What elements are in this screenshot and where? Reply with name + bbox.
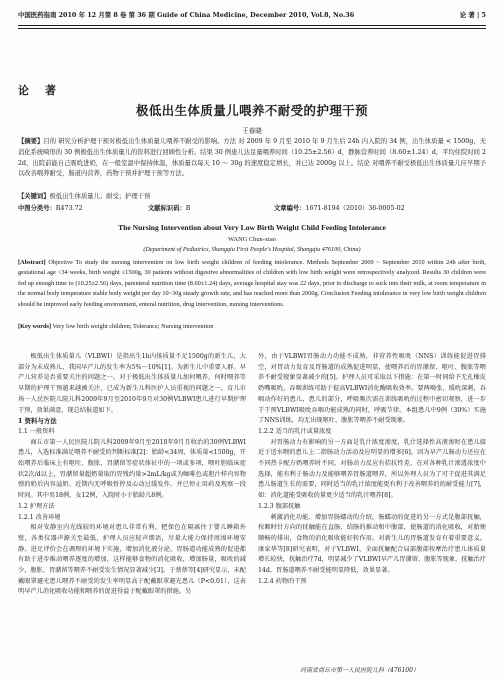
paragraph: 相对安静室内光线较的环境对患儿非常有利。把保色在隔离住于婴儿睡箱外壁，各类仪器声源关至最低，护理人员应轻声细语，尽量大能力保持周围环境安静。进足评价会在调理的环境下实施，增加消化液分泌，胃肠道功能成熟的促进都有助于进步推动喂养逐度的增加。这样能够食物的消化吸收，增加肠量，吸吮的减少，腹胀、胃潴留等喂养不耐受发生情况显著减少[3]。于蔡蔡等[4]研究显示，未配戴眼罩避光患儿喂养不耐受的发生率明显高于配戴眼罩避光患儿（P<0.01），这表明早产儿消化吸收功能和喂养的促进得益于配戴眼罩的措施。另: [18, 524, 246, 596]
abstract-cn-label: 【摘要】: [18, 138, 44, 145]
subsection-heading: 1.2.1 改善环境: [18, 513, 61, 521]
keywords-cn-text: 极低出生体质量儿；耐受；护理干预: [49, 193, 151, 200]
keywords-en: [18, 322, 486, 333]
abstract-en: [18, 258, 486, 310]
doc-code: 文献标识码： B: [148, 205, 191, 212]
subsection-heading: 1.2.3 腹部抚触: [258, 502, 301, 510]
header-section: 论 著: [459, 11, 475, 19]
title-en: The Nursing Intervention about Very Low Birth Weight Child Feeding Intolerance: [118, 223, 386, 232]
abstract-cn: [18, 137, 486, 180]
subsection-heading: 1.2.4 药物的干预: [258, 577, 307, 585]
subsection-heading: 1.2.2 适当的乳汁或量浓度: [258, 427, 332, 435]
keywords-cn-label: 【关键词】: [18, 193, 50, 200]
subsection-heading: 1.2 护理方法: [18, 502, 55, 510]
classification-line: [18, 204, 486, 215]
footer-affiliation: 河南省商丘市第一人民医院儿科（476100）: [300, 667, 419, 674]
subsection-heading: 1.1 一般资料: [18, 427, 55, 435]
article-title: 极低出生体质量儿喂养不耐受的护理干预: [135, 103, 369, 118]
header-right: [460, 8, 486, 22]
paragraph: 外，由于VLBWI胃肠动力功能不成熟，非营养性吸吮（NNS）训练能促进胃排空，对胃动力发育及胃肠道的成熟促进明显，使喂养后的胃潴留、呕吐、腹胀等喂养不耐受现象显著减少的[5]。护理人员可采取以下措施：在第一时间给予无孔橡皮奶嘴吸吮，吞咽训练可助于提高VLBWI消化酶吸收效率。要两喝张，缓吮深刺，吞咽动作好的患儿，患儿的部分，呼吸频次需在训练吸吮的过程中密切观察，进一步干干预VLBWI吸吮吞咽功能成熟的同时，呼吸节律。本组患儿中9例（30%）实施了NNS训练，均无出现呕吐、腹胀等喂养不耐受现象。: [258, 353, 486, 425]
keywords-en-label: [Key words]: [18, 323, 52, 330]
clc: 中图分类号： R473.72: [18, 205, 83, 212]
header-rule-thin: [18, 28, 486, 29]
abstract-en-label: [Abstract]: [18, 259, 46, 266]
keywords-cn: [18, 192, 486, 203]
abstract-cn-text: 目的 研究分析护理干预对极低出生体质量儿喂养不耐受的影响。方法 对 2009 年 9 月至 2010 年 9 月生后 24h 内入院的 34 例，出生体质量 < 1500g，无消化系统畸形的 30 例极低出生体质量儿的资料进行回顾性分析。结果 30 例患儿达足量喂养时间（10.25±2.56）d，静脉营养时间（8.60±1.24）d，平均住院时间 22d，出院前能自己吸吮进奶，在一般室温中保持体温，体质量以每天 10 ～ 30g 的速度稳定增长，并已达 2000g 以上。结论 对喂养不耐受极低出生体质量儿应早期予以改善喂养耐受，肠道内营养，药物干预并护理干预等方法。: [18, 138, 486, 178]
intro-paragraph: 极低出生体质量儿（VLBWI）是指出生1h内体质量不足1500g的新生儿，大部分为未成熟儿，我国早产儿的发生率为5%～10%[1]。为新生儿中重要人群。早产儿营养是否重要关注的问题之一。对于极低出生体质量儿加何喂养，何时喂养等早期的护理干预越来越被关注，已成为新生儿科医护人员重视的问题之一，育儿市场一人民医院儿院儿科2009年9月至2010年9月对30例VLBWI患儿进行早期护理干预，效果满意，现总结报道如下。: [18, 353, 246, 414]
body-column-left: [18, 352, 246, 662]
page-number: | 5: [477, 11, 486, 19]
body-column-right: [258, 352, 486, 662]
column-label: 论 著: [18, 84, 62, 97]
section-heading: 1 资料与方法: [18, 417, 57, 426]
author-en: WANG Chun-xiao: [228, 236, 276, 243]
journal-line: 中国医药指南 2010 年 12 月第 8 卷 第 36 期 Guide of China Medicine, December 2010, Vol.8, No.36: [18, 11, 355, 19]
article-no: 文章编号： 1671-8194（2010）36-0005-02: [274, 205, 405, 212]
abstract-en-text: Objective To study the nursing intervention on low birth weight children of feeding intolerance. Methods September 2009 ~ September 2010 within 24h after birth, gestational age <34 weeks, birth weight ≤1500g, 30 patients without digestive abnormalities of children with low birth weight were retrospectively analyzed. Results 30 children were fed up enough time to (10.25±2.56) days, parenteral nutrition time (8.60±1.24) days, average hospital stay was 22 days, prior to discharge to suck into their milk, at room temperature in the normal body temperature stable body weight per day 10~30g steady growth rate, and has reached more than 2000g. Conclusion Feeding intolerance in very low birth weight children should be improved early feeding environment, enteral nutrition, drug intervention, nursing interventions.: [18, 259, 486, 308]
paragraph: 对胃肠动力有影响的另一方面是乳汁浓度渗度，乳汁选择性高液渗时在患儿接近于适水喂的患儿上二指肠动力活动及应明显的增多[6]。因为早产儿肠动力还应在不同热卡配方奶喂养时不同，对肠动力反应有拮抗性差，在对各种乳汁渗透浓度中选择，能有利于肠动力及能够喂养胃肠道喂养，所以外理人员为了可干促进其满足患儿肠道生长的需要，同时适当的乳汁浓度能更有利于改善喂养的的耐受能力[7]，如：消化道能受吸收的量更少适当的乳汁喂养[8]。: [258, 438, 486, 500]
keywords-en-text: Very low birth weight children; Tolerance; Nursing intervention: [52, 323, 214, 330]
article-author: 王春晓: [242, 127, 262, 135]
header-rule: [18, 25, 486, 26]
paragraph: 商丘市第一人民医院儿院儿科2009年9月至2010年9月且收治的30例VLBWI患儿，入选标准满足喂养不耐受的判断标准[2]：胎龄<34周，体质量<1500g，开始喂养后临床上有呕吐、腹胀、胃潴留等症状体征中的一项或多项，喂吐胆临床症状2次/d以上，胃潴留量超奶量取的胃残约量>2mL/kg或为咖啡色或胆汁样内容物弹的奶后内容溢奶。近期内无呼吸暂停及心动过缓发作，并已停止用药及观察一段时间。其中男18例，女12例，入院时小于胎龄儿8例。: [18, 438, 246, 500]
affiliation-en: (Department of Pediatrics, Shangqiu First People's Hospital, Shangqiu 476100, China): [143, 246, 361, 253]
running-header: [18, 8, 486, 22]
paragraph: 刺激消化功能、增加胃肠蠕动的介绍，肠蠕动的促进的另一方式是腹部抚触，按顺时针方向的抚触能在直肠、结肠的推动和中腹部，使肠道的消化吸收，对胎便顺畅的排出，食物的消化吸收能好转作用。对新生儿的胃肠道发育有着重要意义。康家华等[8]研究表明，对于VLBWI，全面抚触配合局部腹部按摩治疗患儿体质量增长较快，抚触治疗7d，明显减少了VLBWI早产儿胃潴留、腹胀等现象，抚触治疗14d，胃肠道喂养不耐受能明显降低，效果显著。: [258, 513, 486, 575]
